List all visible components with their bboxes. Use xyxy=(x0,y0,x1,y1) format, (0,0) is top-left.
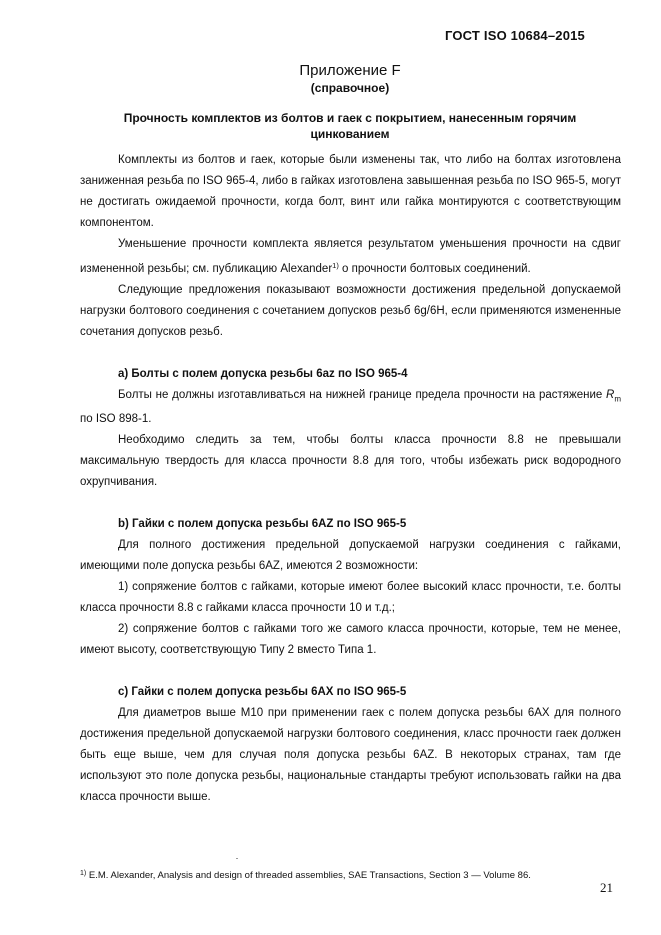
section-b-heading: b) Гайки с полем допуска резьбы 6AZ по ISO 965-5 xyxy=(118,518,407,531)
section-a-p1-text-before: Болты не должны изготавливаться на нижней границе предела прочности на растяжение xyxy=(118,389,607,401)
rm-symbol xyxy=(606,389,621,404)
footnote-separator xyxy=(236,858,238,859)
footnote-mark: 1) xyxy=(80,870,87,877)
section-b-list-item-1: 1) сопряжение болтов с гайками, которые имеют более высокий класс прочности, т.е. болты класса прочности 8.8 с гайками класса прочности 10 и т.д.; xyxy=(80,581,621,615)
footnote-text: E.M. Alexander, Analysis and design of threaded assemblies, SAE Transactions, Section 3 — Volume 86. xyxy=(86,870,531,881)
annex-heading: Прочность комплектов из болтов и гаек с покрытием, нанесенным горячим цинкованием xyxy=(123,111,577,141)
intro-paragraph-2 xyxy=(80,234,621,280)
intro-paragraph-3: Следующие предложения показывают возможности достижения предельной допускаемой нагрузки болтового соединения с сочетанием допусков резьб 6g/6H, если применяются измененные сочетания допусков резьб. xyxy=(80,284,621,338)
section-a-p1-text-after: по ISO 898-1. xyxy=(80,413,152,426)
section-b-paragraph-1: Для полного достижения предельной допускаемой нагрузки соединения с гайками, имеющими поле допуска резьбы 6AZ, имеются 2 возможности: xyxy=(80,539,621,573)
section-c-paragraph-1: Для диаметров выше M10 при применении гаек с полем допуска резьбы 6AX для полного достижения предельной допускаемой нагрузки болтового соединения, класс прочности гаек должен быть еще выше, чем для случая поля допуска резьбы 6AZ. В некоторых странах, там где используют это поле допуска резьбы, национальные стандарты требуют использовать гайки на два класса прочности выше. xyxy=(80,707,621,804)
annex-header xyxy=(80,62,620,142)
annex-subtitle: (справочное) xyxy=(310,81,390,95)
standard-code: ГОСТ ISO 10684–2015 xyxy=(444,28,585,43)
annex-title: Приложение F xyxy=(299,62,401,79)
footnote-reference: 1) xyxy=(332,261,339,270)
section-a-heading: а) Болты с полем допуска резьбы 6az по ISO 965-4 xyxy=(118,368,408,380)
rm-symbol-subscript: m xyxy=(614,394,621,404)
section-b-list-item-2: 2) сопряжение болтов с гайками того же самого класса прочности, которые, тем не менее, имеют высоту, соответствующую Типу 2 вместо Типа 1. xyxy=(80,623,621,657)
page-number: 21 xyxy=(600,880,613,895)
intro-p2-text-after: о прочности болтовых соединений. xyxy=(338,263,531,275)
intro-p2-text-before: Уменьшение прочности комплекта является результатом уменьшения прочности на сдвиг измененной резьбы; см. публикацию Alexander xyxy=(80,238,621,275)
document-body xyxy=(80,150,621,808)
section-a-paragraph-1 xyxy=(80,385,621,430)
rm-symbol-letter: R xyxy=(606,389,615,401)
intro-paragraph-1: Комплекты из болтов и гаек, которые были изменены так, что либо на болтах изготовлена заниженная резьба по ISO 965-4, либо в гайках изготовлена завышенная резьба по ISO 965-5, могут не достигать ожидаемой прочности, когда болт, винт или гайка монтируются с соответствующим компонентом. xyxy=(80,154,621,229)
section-c-heading: с) Гайки с полем допуска резьбы 6AX по ISO 965-5 xyxy=(118,686,407,699)
footnote xyxy=(80,867,580,882)
section-a-paragraph-2: Необходимо следить за тем, чтобы болты класса прочности 8.8 не превышали максимальную твердость для класса прочности 8.8 для того, чтобы избежать риск водородного охрупчивания. xyxy=(80,434,621,489)
